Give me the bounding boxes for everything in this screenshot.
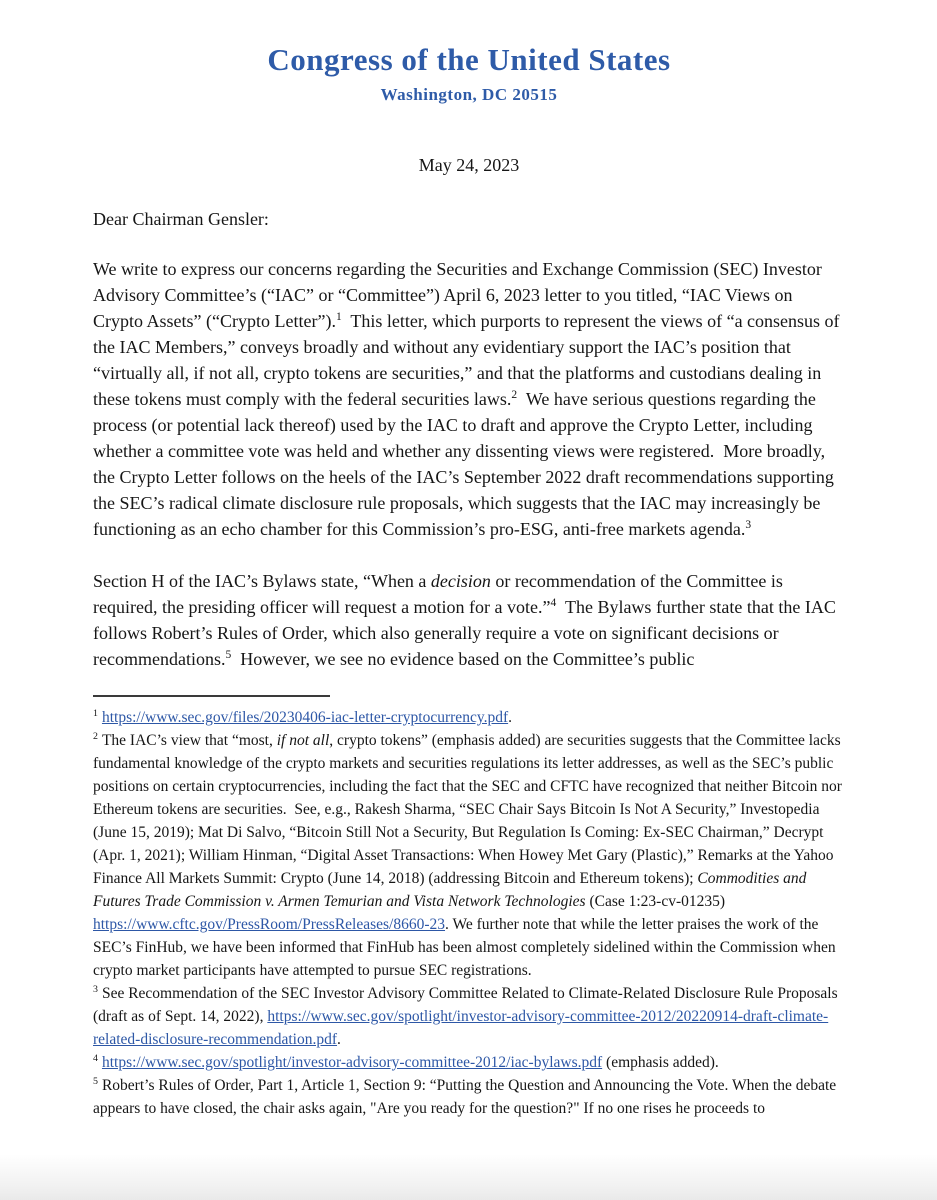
footnote-ref: 5	[225, 649, 232, 661]
footnote-5	[93, 1074, 845, 1120]
text-run: Section H of the IAC’s Bylaws state, “When a	[93, 571, 431, 591]
footnote-text	[102, 709, 512, 726]
footnote-number: 1	[93, 707, 98, 719]
body-paragraph-1	[93, 256, 845, 542]
text-run: The IAC’s view that “most,	[101, 732, 277, 749]
text-run: However, we see no evidence based on the Committee’s public	[231, 649, 695, 669]
letterhead-org-title: Congress of the United States	[267, 42, 671, 77]
footnote-number: 2	[93, 730, 98, 742]
text-run: or recommendation of the Committee is required, the presiding officer will request a motion for a vote.”	[93, 571, 788, 617]
letterhead-address: Washington, DC 20515	[380, 85, 558, 104]
text-run: .	[508, 709, 512, 726]
footnote-text	[93, 985, 842, 1048]
footnote-ref: 2	[511, 389, 518, 401]
hyperlink[interactable]: https://www.cftc.gov/PressRoom/PressReleases/8660-23	[93, 916, 446, 933]
text-run: . We further note that while the letter praises the work of the SEC’s FinHub, we have been informed that FinHub has been almost completely sidelined within the Commission when crypto market participants have attempted to pursue SEC registrations.	[93, 916, 840, 979]
footnote-1	[93, 706, 845, 729]
body-paragraph-2	[93, 568, 845, 672]
footnote-ref: 1	[335, 311, 342, 323]
footnote-text	[93, 1077, 840, 1117]
footnote-4	[93, 1051, 845, 1074]
text-run: (emphasis added).	[602, 1054, 719, 1071]
footnote-text	[93, 732, 846, 979]
page-edge-shadow	[0, 1154, 937, 1200]
letterhead	[93, 0, 845, 105]
text-run: , crypto tokens” (emphasis added) are securities suggests that the Committee lacks fundamental knowledge of the crypto markets and securities regulations its letter addresses, as well as the SEC’s public positions on certain cryptocurrencies, including the fact that the SEC and CFTC have recognized that neither Bitcoin nor Ethereum tokens are securities. See, e.g., Rakesh Sharma, “SEC Chair Says Bitcoin Is Not A Security,” Investopedia (June 15, 2019); Mat Di Salvo, “Bitcoin Still Not a Security, But Regulation Is Coming: Ex-SEC Chairman,” Decrypt (Apr. 1, 2021); William Hinman, “Digital Asset Transactions: When Howey Met Gary (Plastic),” Remarks at the Yahoo Finance All Markets Summit: Crypto (June 14, 2018) (addressing Bitcoin and Ethereum tokens);	[93, 732, 846, 887]
text-run: See Recommendation of the SEC Investor Advisory Committee Related to Climate-Related Disclosure Rule Proposals (draft as of Sept. 14, 2022),	[93, 985, 842, 1025]
hyperlink[interactable]: https://www.sec.gov/spotlight/investor-advisory-committee-2012/20220914-draft-climate-related-disclosure-recommendation.pdf	[93, 1008, 829, 1048]
text-run: The Bylaws further state that the IAC follows Robert’s Rules of Order, which also generally require a vote on significant decisions or recommendations.	[93, 597, 841, 669]
footnote-ref: 3	[745, 519, 752, 531]
footnote-number: 4	[93, 1052, 98, 1064]
text-run: We write to express our concerns regarding the Securities and Exchange Commission (SEC) Investor Advisory Committee’s (“IAC” or “Committee”) April 6, 2023 letter to you titled, “IAC Views on Crypto Assets” (“Crypto Letter”).	[93, 259, 826, 331]
italic-text: if not all	[276, 732, 330, 749]
salutation: Dear Chairman Gensler:	[93, 209, 269, 229]
footnotes-section	[93, 706, 845, 1120]
italic-text: Commodities and Futures Trade Commission v. Armen Temurian and Vista Network Technologies	[93, 870, 811, 910]
footnote-2	[93, 729, 845, 982]
text-run: We have serious questions regarding the process (or potential lack thereof) used by the IAC to draft and approve the Crypto Letter, including whether a committee vote was held and whether any dissenting views were registered. More broadly, the Crypto Letter follows on the heels of the IAC’s September 2022 draft recommendations supporting the SEC’s radical climate disclosure rule proposals, which suggests that the IAC may increasingly be functioning as an echo chamber for this Commission’s pro-ESG, anti-free markets agenda.	[93, 389, 839, 539]
footnote-ref: 4	[550, 597, 557, 609]
footnote-number: 5	[93, 1075, 98, 1087]
hyperlink[interactable]: https://www.sec.gov/spotlight/investor-advisory-committee-2012/iac-bylaws.pdf	[101, 1054, 603, 1071]
italic-text: decision	[430, 571, 491, 591]
footnote-number: 3	[93, 983, 98, 995]
footnote-3	[93, 982, 845, 1051]
letter-date: May 24, 2023	[418, 155, 520, 175]
footnote-text	[102, 1054, 719, 1071]
text-run: Robert’s Rules of Order, Part 1, Article 1, Section 9: “Putting the Question and Announcing the Vote. When the debate appears to have closed, the chair asks again, "Are you ready for the question?" If no one rises he proceeds to	[93, 1077, 841, 1117]
text-run: This letter, which purports to represent the views of “a consensus of the IAC Members,” conveys broadly and without any evidentiary support the IAC’s position that “virtually all, if not all, crypto tokens are securities,” and that the platforms and custodians dealing in these tokens must comply with the federal securities laws.	[93, 311, 845, 409]
text-run: .	[337, 1031, 341, 1048]
footnote-separator	[93, 695, 330, 697]
hyperlink[interactable]: https://www.sec.gov/files/20230406-iac-letter-cryptocurrency.pdf	[101, 709, 509, 726]
text-run: (Case 1:23-cv-01235)	[585, 893, 729, 910]
